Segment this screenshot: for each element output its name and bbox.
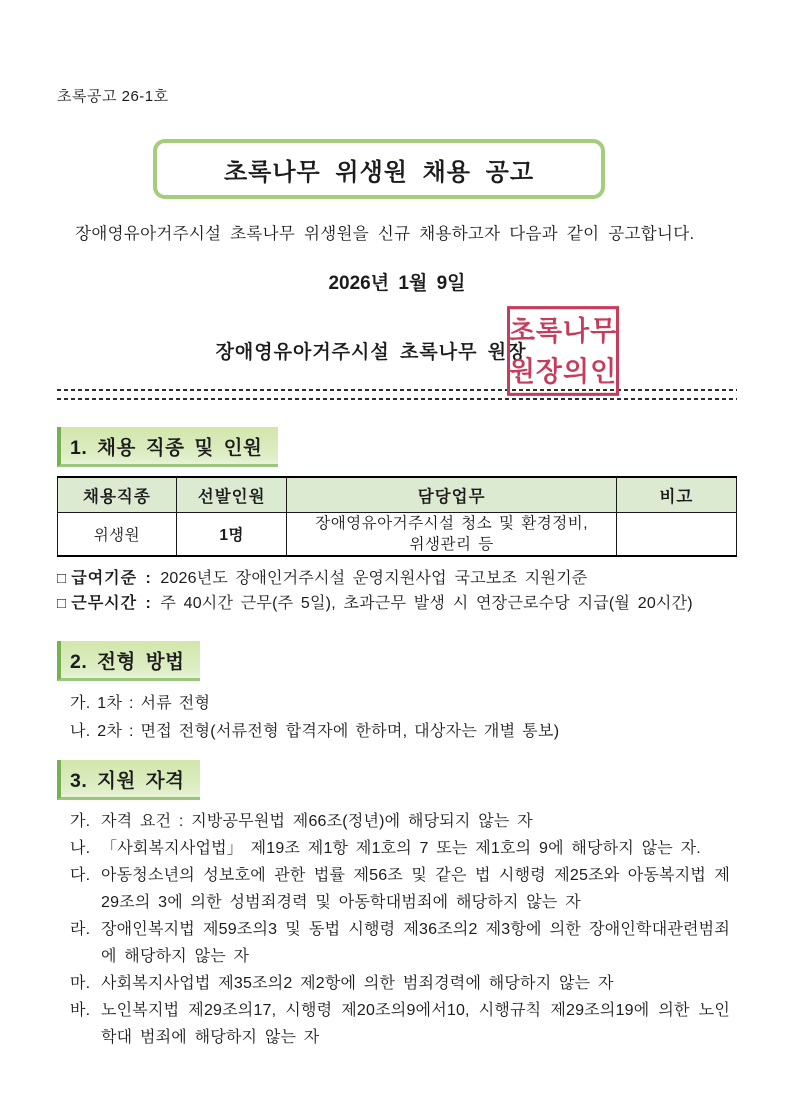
- section-2-heading: 2. 전형 방법: [57, 641, 200, 681]
- note-text: 2026년도 장애인거주시설 운영지원사업 국고보조 지원기준: [160, 570, 588, 587]
- section-qualifications: [57, 760, 737, 1051]
- cell-note: [616, 512, 736, 556]
- list-item: [70, 970, 730, 997]
- date-line: 2026년 1월 9일: [328, 273, 466, 294]
- header-cell-count: 선발인원: [176, 477, 287, 512]
- item-text: 노인복지법 제29조의17, 시행령 제20조의9에서10, 시행규칙 제29조의19에 의한 노인학대 범죄에 해당하지 않는 자: [101, 1002, 730, 1046]
- page-title: 초록나무 위생원 채용 공고: [223, 158, 535, 186]
- note-separator: :: [137, 570, 161, 587]
- item-text: 자격 요건 : 지방공무원법 제66조(정년)에 해당되지 않는 자: [101, 813, 533, 830]
- duty-line-2: 위생관리 등: [409, 535, 494, 553]
- dashed-separator: [57, 389, 737, 400]
- dash-line-top: [57, 389, 737, 391]
- duty-line-1: 장애영유아거주시설 청소 및 환경정비,: [315, 514, 589, 532]
- item-label: 라.: [70, 921, 91, 938]
- intro-paragraph: 장애영유아거주시설 초록나무 위생원을 신규 채용하고자 다음과 같이 공고합니다.: [75, 225, 695, 243]
- item-text: 아동청소년의 성보호에 관한 법률 제56조 및 같은 법 시행령 제25조와 아동복지법 제29조의 3에 의한 성범죄경력 및 아동학대범죄에 해당하지 않는 자: [101, 867, 730, 911]
- doc-number: 초록공고 26-1호: [57, 88, 169, 105]
- section-recruitment: [57, 427, 737, 616]
- stamp-line-1: 초록나무: [508, 315, 618, 346]
- cell-count: 1명: [176, 512, 287, 556]
- seal-stamp-icon: [507, 306, 619, 396]
- item-text: 장애인복지법 제59조의3 및 동법 시행령 제36조의2 제3항에 의한 장애인학대관련범죄에 해당하지 않는 자: [101, 921, 730, 965]
- item-label: 다.: [70, 867, 91, 884]
- note-separator: :: [137, 595, 161, 612]
- list-item: [70, 997, 730, 1051]
- item-label: 나.: [70, 840, 91, 857]
- item-label: 마.: [70, 975, 91, 992]
- recruitment-table: [57, 476, 737, 557]
- item-text: 「사회복지사업법」 제19조 제1항 제1호의 7 또는 제1호의 9에 해당하지 않는 자.: [101, 840, 701, 857]
- signature-line: [57, 315, 737, 387]
- criteria-list: [57, 808, 737, 1051]
- note-item-salary: [57, 566, 737, 591]
- item-label: 가.: [70, 695, 91, 712]
- note-label: 급여기준: [71, 570, 138, 587]
- square-bullet-icon: □: [57, 595, 67, 612]
- item-label: 가.: [70, 813, 91, 830]
- item-text: 2차 : 면접 전형(서류전형 합격자에 한하며, 대상자는 개별 통보): [97, 723, 560, 740]
- title-box: [153, 139, 605, 199]
- selection-steps: [57, 690, 737, 746]
- list-item: [70, 916, 730, 970]
- square-bullet-icon: □: [57, 570, 67, 587]
- note-text: 주 40시간 근무(주 5일), 초과근무 발생 시 연장근로수당 지급(월 20시간): [160, 595, 693, 612]
- list-item: [70, 690, 737, 718]
- cell-duty: [287, 512, 616, 556]
- table-row: [58, 512, 737, 556]
- section-3-heading: 3. 지원 자격: [57, 760, 200, 800]
- list-item: [70, 718, 737, 746]
- table-header-row: [58, 477, 737, 512]
- list-item: [70, 835, 730, 862]
- note-label: 근무시간: [71, 595, 138, 612]
- note-item-hours: [57, 591, 737, 616]
- item-text: 1차 : 서류 전형: [97, 695, 211, 712]
- list-item: [70, 862, 730, 916]
- signer-name: 장애영유아거주시설 초록나무 원장: [215, 342, 527, 363]
- stamp-line-2: 원장의인: [508, 356, 618, 387]
- notes-list: [57, 566, 737, 616]
- section-1-heading: 1. 채용 직종 및 인원: [57, 427, 278, 467]
- item-text: 사회복지사업법 제35조의2 제2항에 의한 범죄경력에 해당하지 않는 자: [101, 975, 614, 992]
- header-cell-duty: 담당업무: [287, 477, 616, 512]
- section-selection-method: [57, 641, 737, 746]
- dash-line-bottom: [57, 398, 737, 400]
- header-cell-note: 비고: [616, 477, 736, 512]
- list-item: [70, 808, 730, 835]
- item-label: 나.: [70, 723, 91, 740]
- item-label: 바.: [70, 1002, 91, 1019]
- cell-job: 위생원: [58, 512, 177, 556]
- header-cell-job: 채용직종: [58, 477, 177, 512]
